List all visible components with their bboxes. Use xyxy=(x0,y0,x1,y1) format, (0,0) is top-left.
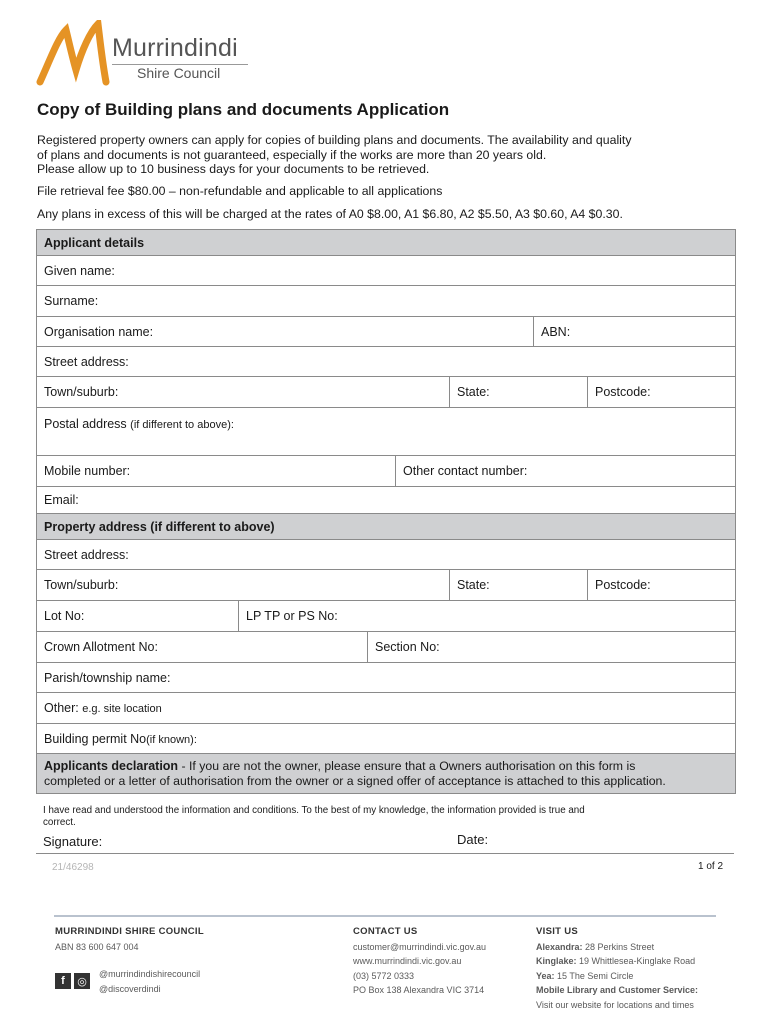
postal-address-field[interactable] xyxy=(37,408,735,455)
lot-field[interactable] xyxy=(37,601,238,631)
section-field[interactable] xyxy=(367,632,735,662)
document-reference: 21/46298 xyxy=(52,862,94,873)
page-title: Copy of Building plans and documents Application xyxy=(37,100,450,119)
property-postcode-field[interactable] xyxy=(587,570,735,600)
date-field[interactable]: Date: xyxy=(457,832,489,847)
street-address-field[interactable] xyxy=(37,347,735,376)
declaration-text-2: completed or a letter of authorisation from the owner or a signed offer of acceptance is attached to this application. xyxy=(44,773,666,788)
mobile-field[interactable] xyxy=(37,456,395,486)
signature-divider xyxy=(36,853,734,854)
rates-text: Any plans in excess of this will be charged at the rates of A0 $8.00, A1 $6.80, A2 $5.50, A3 $0.60, A4 $0.30. xyxy=(37,207,623,221)
contact-web[interactable]: www.murrindindi.vic.gov.au xyxy=(353,956,462,966)
property-street-label: Street address: xyxy=(44,548,129,562)
town-field[interactable] xyxy=(37,377,449,407)
visit-3-label: Yea: xyxy=(536,970,555,981)
abn-field[interactable] xyxy=(533,317,735,346)
postal-address-label: Postal address xyxy=(44,417,127,431)
lot-label: Lot No: xyxy=(44,609,85,623)
fee-text: File retrieval fee $80.00 – non-refundable and applicable to all applications xyxy=(37,184,443,198)
postal-address-note: (if different to above): xyxy=(130,419,234,431)
application-form xyxy=(36,229,736,794)
given-name-label: Given name: xyxy=(44,264,115,278)
social-handle-2[interactable]: @discoverdindi xyxy=(99,983,161,994)
crown-allotment-label: Crown Allotment No: xyxy=(44,640,158,654)
email-field[interactable] xyxy=(37,487,735,513)
property-state-label: State: xyxy=(457,578,490,592)
other-note: e.g. site location xyxy=(82,703,162,715)
social-icons xyxy=(55,973,90,989)
crown-allotment-field[interactable] xyxy=(37,632,367,662)
declaration-heading: Applicants declaration xyxy=(44,759,179,773)
visit-4-text: Visit our website for locations and times xyxy=(536,999,694,1010)
property-town-label: Town/suburb: xyxy=(44,578,119,592)
property-state-field[interactable] xyxy=(449,570,587,600)
signature-field[interactable]: Signature: xyxy=(43,834,103,849)
intro-line-2: of plans and documents is not guaranteed, especially if the works are more than 20 years old. xyxy=(37,147,547,162)
agreement-text xyxy=(43,805,723,829)
visit-3-address: 15 The Semi Circle xyxy=(557,970,634,981)
declaration-box xyxy=(37,754,735,794)
contact-email[interactable]: customer@murrindindi.vic.gov.au xyxy=(353,941,487,952)
state-field[interactable] xyxy=(449,377,587,407)
property-street-field[interactable] xyxy=(37,540,735,569)
visit-4-label: Mobile Library and Customer Service: xyxy=(536,985,699,995)
section-label: Section No: xyxy=(375,640,440,654)
declaration-text-1: - If you are not the owner, please ensure that a Owners authorisation on this form is xyxy=(178,759,636,773)
other-contact-field[interactable] xyxy=(395,456,735,486)
footer-council-name: MURRINDINDI SHIRE COUNCIL xyxy=(55,926,204,937)
applicant-details-heading: Applicant details xyxy=(37,230,735,256)
town-label: Town/suburb: xyxy=(44,385,119,399)
page-number: 1 of 2 xyxy=(698,861,724,872)
instagram-icon[interactable]: ◎ xyxy=(74,973,90,989)
lp-field[interactable] xyxy=(238,601,735,631)
property-postcode-label: Postcode: xyxy=(595,578,651,592)
permit-field[interactable] xyxy=(37,724,735,753)
parish-label: Parish/township name: xyxy=(44,671,171,685)
visit-2-label: Kinglake: xyxy=(536,956,577,966)
state-label: State: xyxy=(457,385,490,399)
postcode-field[interactable] xyxy=(587,377,735,407)
surname-label: Surname: xyxy=(44,294,99,308)
visit-1-address: 28 Perkins Street xyxy=(585,941,655,952)
footer-contact xyxy=(353,925,486,998)
social-handle-1[interactable]: @murrindindishirecouncil xyxy=(99,969,201,979)
contact-phone: (03) 5772 0333 xyxy=(353,970,415,981)
footer-social-handles xyxy=(99,967,200,996)
email-label: Email: xyxy=(44,493,79,507)
footer-council xyxy=(55,925,204,954)
permit-note: (if known): xyxy=(146,734,197,746)
property-address-heading: Property address (if different to above) xyxy=(37,514,735,540)
abn-label: ABN: xyxy=(541,325,571,339)
lp-label: LP TP or PS No: xyxy=(246,609,338,623)
council-logo xyxy=(36,20,266,90)
contact-heading: CONTACT US xyxy=(353,926,418,937)
footer-visit xyxy=(536,925,698,1012)
parish-field[interactable] xyxy=(37,663,735,692)
property-town-field[interactable] xyxy=(37,570,449,600)
agreement-line-1: I have read and understood the information and conditions. To the best of my knowledge, the information provided is true and xyxy=(43,805,585,816)
visit-2-address: 19 Whittlesea-Kinglake Road xyxy=(579,956,696,966)
logo-mark-icon xyxy=(36,20,116,90)
other-contact-label: Other contact number: xyxy=(403,464,528,478)
logo-name: Murrindindi xyxy=(112,34,238,62)
mobile-label: Mobile number: xyxy=(44,464,131,478)
footer-divider xyxy=(54,915,716,917)
organisation-label: Organisation name: xyxy=(44,325,154,339)
other-label: Other: xyxy=(44,701,79,715)
contact-po: PO Box 138 Alexandra VIC 3714 xyxy=(353,985,485,995)
intro-text xyxy=(37,133,737,177)
given-name-field[interactable] xyxy=(37,256,735,285)
postcode-label: Postcode: xyxy=(595,385,651,399)
logo-subtitle: Shire Council xyxy=(137,65,221,81)
footer-abn: ABN 83 600 647 004 xyxy=(55,941,139,952)
intro-line-1: Registered property owners can apply for copies of building plans and documents. The availability and quality xyxy=(37,133,632,147)
agreement-line-2: correct. xyxy=(43,817,76,828)
street-address-label: Street address: xyxy=(44,355,129,369)
surname-field[interactable] xyxy=(37,286,735,316)
permit-label: Building permit No xyxy=(44,732,147,746)
facebook-icon[interactable]: f xyxy=(55,973,71,989)
organisation-field[interactable] xyxy=(37,317,533,346)
visit-heading: VISIT US xyxy=(536,926,578,937)
visit-1-label: Alexandra: xyxy=(536,941,583,952)
intro-line-3: Please allow up to 10 business days for your documents to be retrieved. xyxy=(37,162,430,176)
other-field[interactable] xyxy=(37,693,735,723)
